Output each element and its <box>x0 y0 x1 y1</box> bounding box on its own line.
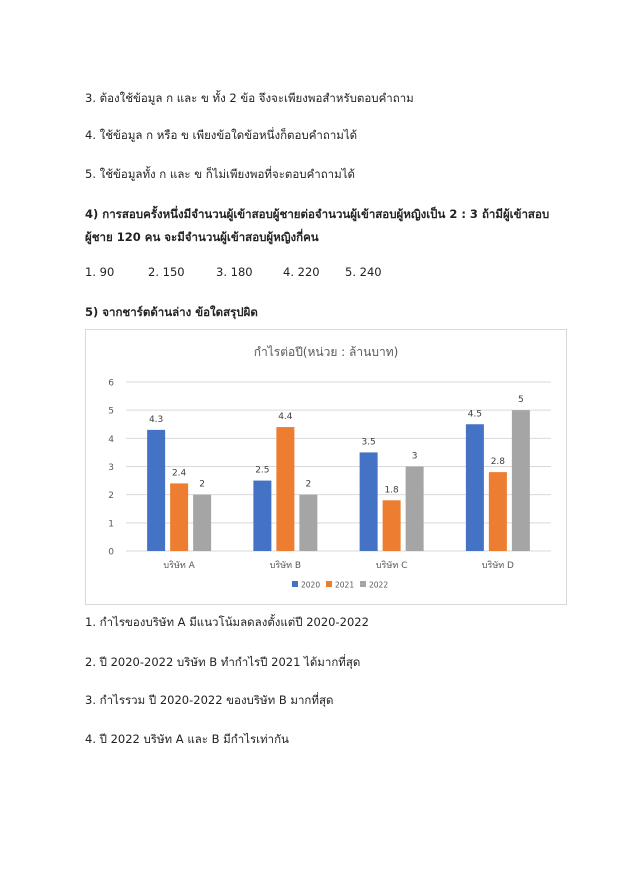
bar-2021-3 <box>489 472 507 551</box>
q4-option-2: 2. 150 <box>148 265 185 279</box>
y-tick-label-1: 1 <box>108 519 114 530</box>
data-label-2020-0: 4.3 <box>148 414 164 425</box>
option-line-5: 5. ใช้ข้อมูลทั้ง ก และ ข ก็ไม่เพียงพอที่จะตอบคำถามได้ <box>85 167 355 181</box>
q5-answer-1: 1. กำไรของบริษัท A มีแนวโน้มลดลงตั้งแต่ปี 2020-2022 <box>85 615 369 629</box>
bar-2020-2 <box>360 452 378 551</box>
bar-2022-3 <box>512 410 530 551</box>
legend-label-2021: 2021 <box>335 580 355 590</box>
q4-option-4: 4. 220 <box>283 265 320 279</box>
data-label-2021-0: 2.4 <box>171 468 187 479</box>
legend-swatch-2020 <box>292 581 298 587</box>
q4-option-5: 5. 240 <box>345 265 382 279</box>
bar-2021-0 <box>170 483 188 551</box>
bar-2020-1 <box>253 481 271 551</box>
bar-2022-1 <box>299 495 317 551</box>
y-tick-label-5: 5 <box>108 406 114 417</box>
bar-2020-3 <box>466 424 484 551</box>
x-tick-label-0: บริษัท A <box>163 561 195 571</box>
bar-2021-2 <box>383 500 401 551</box>
data-label-2021-2: 1.8 <box>384 485 399 496</box>
data-label-2020-3: 4.5 <box>467 409 483 420</box>
legend-swatch-2022 <box>360 581 366 587</box>
bar-2022-2 <box>406 467 424 552</box>
x-tick-label-1: บริษัท B <box>269 561 302 571</box>
data-label-2020-1: 2.5 <box>255 465 270 476</box>
q4-option-3: 3. 180 <box>216 265 253 279</box>
x-tick-label-2: บริษัท C <box>375 561 408 571</box>
profit-chart <box>85 329 567 605</box>
bar-2021-1 <box>276 427 294 551</box>
y-tick-label-0: 0 <box>108 547 114 558</box>
option-line-4: 4. ใช้ข้อมูล ก หรือ ข เพียงข้อใดข้อหนึ่งก็ตอบคำถามได้ <box>85 128 358 142</box>
data-label-2020-2: 3.5 <box>361 437 376 448</box>
legend-swatch-2021 <box>326 581 332 587</box>
question-5-title: 5) จากชาร์ตด้านล่าง ข้อใดสรุปผิด <box>85 305 258 319</box>
data-label-2022-1: 2 <box>305 479 312 490</box>
q4-option-1: 1. 90 <box>85 265 115 279</box>
bar-2020-0 <box>147 430 165 551</box>
question-4-line-2: ผู้ชาย 120 คน จะมีจำนวนผู้เข้าสอบผู้หญิงกี่คน <box>85 230 319 244</box>
y-tick-label-6: 6 <box>108 378 114 389</box>
y-tick-label-3: 3 <box>108 463 114 473</box>
y-tick-label-4: 4 <box>108 434 114 445</box>
q5-answer-4: 4. ปี 2022 บริษัท A และ B มีกำไรเท่ากัน <box>85 732 289 746</box>
legend-label-2020: 2020 <box>301 580 321 590</box>
data-label-2022-0: 2 <box>199 479 205 490</box>
q5-answer-3: 3. กำไรรวม ปี 2020-2022 ของบริษัท B มากที่สุด <box>85 693 334 707</box>
option-line-3: 3. ต้องใช้ข้อมูล ก และ ข ทั้ง 2 ข้อ จึงจะเพียงพอสำหรับตอบคำถาม <box>85 91 414 105</box>
chart-svg <box>86 330 566 604</box>
x-tick-label-3: บริษัท D <box>481 561 514 571</box>
data-label-2022-3: 5 <box>518 395 524 406</box>
y-tick-label-2: 2 <box>108 491 114 502</box>
question-4-line-1: 4) การสอบครั้งหนึ่งมีจำนวนผู้เข้าสอบผู้ชายต่อจำนวนผู้เข้าสอบผู้หญิงเป็น 2 : 3 ถ้ามีผู้เข้าสอบ <box>85 207 550 221</box>
data-label-2021-1: 4.4 <box>278 412 293 423</box>
bar-2022-0 <box>193 495 211 551</box>
data-label-2021-3: 2.8 <box>490 457 506 468</box>
q5-answer-2: 2. ปี 2020-2022 บริษัท B ทำกำไรปี 2021 ได้มากที่สุด <box>85 655 361 669</box>
chart-title: กำไรต่อปี(หน่วย : ล้านบาท) <box>253 345 399 359</box>
legend-label-2022: 2022 <box>369 580 389 590</box>
data-label-2022-2: 3 <box>411 451 418 462</box>
